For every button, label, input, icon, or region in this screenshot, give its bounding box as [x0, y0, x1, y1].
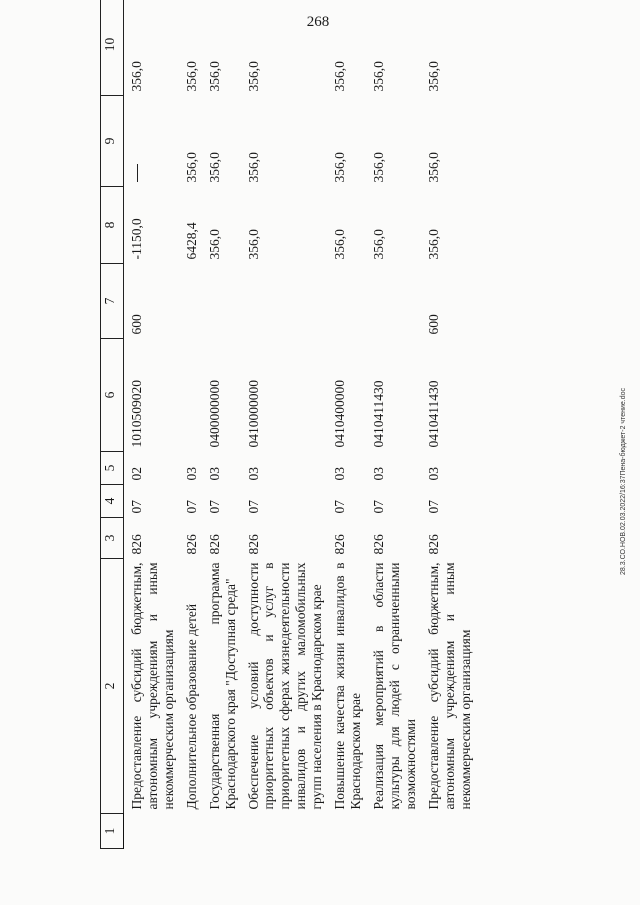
table-row — [327, 0, 366, 849]
ministry-code: 826 — [245, 534, 261, 555]
section-code: 07 — [370, 500, 386, 514]
expense-type-code — [366, 264, 421, 339]
section-code: 07 — [129, 500, 144, 514]
header-col-10: 10 — [101, 0, 124, 96]
row-name: Предоставление субсидий бюджетным, автономным учреждениям и иным некоммерческим организациям — [129, 562, 176, 810]
expense-type-code — [241, 264, 328, 339]
budget-table — [100, 0, 476, 849]
target-article-code: 0410400000 — [332, 380, 348, 448]
ministry-code: 826 — [370, 534, 386, 555]
table-row — [421, 0, 476, 849]
section-code: 07 — [206, 500, 222, 514]
expense-type-code — [202, 264, 241, 339]
amount-col-9: 356,0 — [425, 152, 441, 183]
header-col-8: 8 — [101, 187, 124, 264]
header-col-7: 7 — [101, 264, 124, 339]
subsection-code: 03 — [245, 467, 261, 481]
header-col-4: 4 — [101, 485, 124, 518]
table-row — [202, 0, 241, 849]
amount-col-10: 356,0 — [370, 61, 386, 92]
table-row — [366, 0, 421, 849]
ministry-code: 826 — [183, 534, 199, 555]
target-article-code — [179, 339, 202, 452]
header-col-9: 9 — [101, 96, 124, 187]
section-code: 07 — [245, 500, 261, 514]
amount-col-9: 356,0 — [245, 152, 261, 183]
subsection-code: 03 — [206, 467, 222, 481]
amount-col-8: 356,0 — [370, 229, 386, 260]
amount-col-10: 356,0 — [129, 61, 144, 92]
amount-col-9 — [124, 96, 179, 187]
subsection-code: 02 — [129, 467, 144, 481]
ministry-code: 826 — [425, 534, 441, 555]
amount-col-8: 356,0 — [332, 229, 348, 260]
target-article-code: 0400000000 — [206, 380, 222, 448]
subsection-code: 03 — [332, 467, 348, 481]
section-code: 07 — [183, 500, 199, 514]
header-col-1: 1 — [101, 814, 124, 849]
table-row — [179, 0, 202, 849]
row-name: Предоставление субсидий бюджетным, автономным учреждениям и иным некоммерческим организациям — [425, 562, 473, 810]
target-article-code: 0410411430 — [370, 380, 386, 448]
amount-col-9: 356,0 — [370, 152, 386, 183]
ministry-code: 826 — [206, 534, 222, 555]
row-name: Обеспечение условий доступности приоритетных объектов и услуг в приоритетных сферах жизнедеятельности инвалидов и других маломобильных групп населения в Краснодарском крае — [245, 562, 325, 810]
target-article-code: 1010509020 — [129, 380, 144, 448]
row-number-cell — [179, 814, 202, 849]
amount-col-8: 356,0 — [245, 229, 261, 260]
target-article-code: 0410000000 — [245, 380, 261, 448]
header-col-5: 5 — [101, 452, 124, 485]
ministry-code: 826 — [129, 534, 144, 555]
table-header-row — [101, 0, 124, 849]
subsection-code: 03 — [183, 467, 199, 481]
amount-col-8: 356,0 — [425, 229, 441, 260]
amount-col-10: 356,0 — [332, 61, 348, 92]
ministry-code: 826 — [332, 534, 348, 555]
row-name: Реализация мероприятий в области культуры для людей с ограниченными возможностями — [370, 562, 418, 810]
subsection-code: 03 — [370, 467, 386, 481]
amount-col-8: 6428,4 — [183, 222, 199, 260]
amount-col-10: 356,0 — [183, 61, 199, 92]
rotated-table-wrapper — [100, 37, 610, 849]
amount-col-9: 356,0 — [183, 152, 199, 183]
amount-col-10: 356,0 — [245, 61, 261, 92]
amount-col-10: 356,0 — [425, 61, 441, 92]
amount-col-9: 356,0 — [206, 152, 222, 183]
header-col-2: 2 — [101, 559, 124, 814]
header-col-3: 3 — [101, 518, 124, 559]
row-name: Государственная программа Краснодарского края "Доступная среда" — [206, 562, 238, 810]
document-footer-meta: 28.3.СО.НОВ.02.03.2022/16:37Пена-бюджет-2 чтение.doc — [620, 388, 627, 575]
expense-type-code: 600 — [129, 314, 144, 335]
page-number: 268 — [306, 14, 330, 30]
section-code: 07 — [425, 500, 441, 514]
section-code: 07 — [332, 500, 348, 514]
row-name: Повышение качества жизни инвалидов в Краснодарском крае — [332, 562, 364, 810]
amount-col-8: -1150,0 — [129, 218, 144, 260]
row-number-cell — [421, 814, 476, 849]
table-row — [241, 0, 328, 849]
row-number-cell — [124, 814, 179, 849]
row-number-cell — [241, 814, 328, 849]
row-name: Дополнительное образование детей — [183, 603, 199, 810]
expense-type-code — [327, 264, 366, 339]
amount-col-10: 356,0 — [206, 61, 222, 92]
amount-col-8: 356,0 — [206, 229, 222, 260]
row-number-cell — [366, 814, 421, 849]
target-article-code: 0410411430 — [425, 380, 441, 448]
amount-col-9: 356,0 — [332, 152, 348, 183]
expense-type-code — [179, 264, 202, 339]
header-col-6: 6 — [101, 339, 124, 452]
dash-icon — [137, 165, 138, 183]
row-number-cell — [327, 814, 366, 849]
subsection-code: 03 — [425, 467, 441, 481]
row-number-cell — [202, 814, 241, 849]
expense-type-code: 600 — [425, 314, 441, 335]
table-row — [124, 0, 179, 849]
